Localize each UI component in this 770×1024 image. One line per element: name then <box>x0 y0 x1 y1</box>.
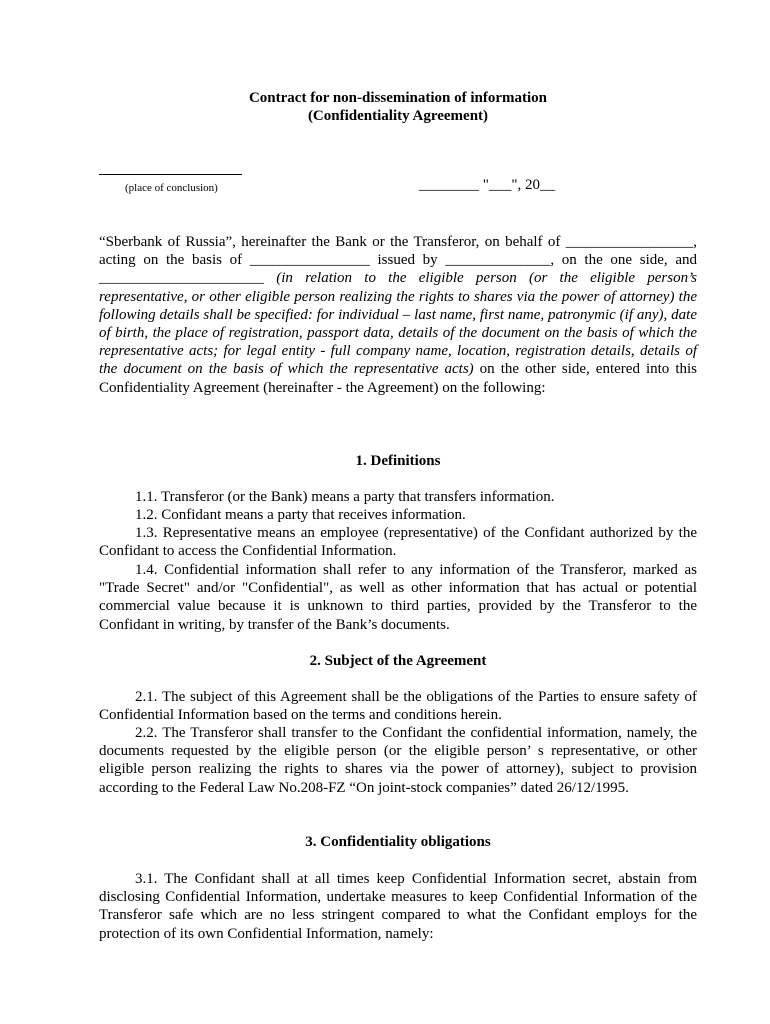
preamble-italic-details: (in relation to the eligible person (or the eligible person’s representative, or other eligible person realizing the rights to shares via the power of attorney) the following details shall be specified: for individual – last name, first name, patronymic (if any), date of birth, the place of registration, passport data, details of the document on the basis of which the representative acts; for legal entity - full company name, location, registration details, details of the document on the basis of which the representative acts) <box>99 270 698 378</box>
preamble-paragraph <box>99 233 697 397</box>
section-3-heading: 3. Confidentiality obligations <box>305 834 491 850</box>
clause-2-1: 2.1. The subject of this Agreement shall be the obligations of the Parties to ensure safety of Confidential Information based on the terms and conditions herein. <box>99 689 697 724</box>
place-of-conclusion-label: (place of conclusion) <box>125 182 218 194</box>
clause-2-2: 2.2. The Transferor shall transfer to the Confidant the confidential information, namely, the documents requested by the eligible person (or the eligible person’ s representative, or other eligible person realizing the rights to shares via the power of attorney), subject to provision according to the Federal Law No.208-FZ “On joint-stock companies” dated 26/12/1995. <box>99 725 697 796</box>
date-blank: ________ "___", 20__ <box>419 177 555 193</box>
document-title: Contract for non-dissemination of information <box>248 90 548 106</box>
document-subtitle: (Confidentiality Agreement) <box>307 108 489 124</box>
clause-1-3: 1.3. Representative means an employee (representative) of the Confidant authorized by the Confidant to access the Confidential Information. <box>99 525 697 560</box>
clause-1-4: 1.4. Confidential information shall refer to any information of the Transferor, marked as "Trade Secret" and/or "Confidential", as well as other information that has actual or potential commercial value because it is unknown to third parties, provided by the Transferor to the Confidant in writing, by transfer of the Bank’s documents. <box>99 562 697 633</box>
place-of-conclusion-blank <box>99 164 242 175</box>
section-1-heading: 1. Definitions <box>355 453 441 469</box>
preamble-text: “Sberbank of Russia”, hereinafter the Bank or the Transferor, on behalf of _________________, acting on the basis of ________________ issued by ______________, on the one side, and ______________________ <box>99 234 697 287</box>
preamble-text-end: on the other side, entered into this Confidentiality Agreement (hereinafter - the Agreement) on the following: <box>99 361 697 396</box>
clause-1-2: 1.2. Confidant means a party that receives information. <box>135 507 466 523</box>
clause-3-1: 3.1. The Confidant shall at all times keep Confidential Information secret, abstain from disclosing Confidential Information, undertake measures to keep Confidential Information of the Transferor safe which are no less stringent compared to what the Confidant employs for the protection of its own Confidential Information, namely: <box>99 871 697 942</box>
section-2-heading: 2. Subject of the Agreement <box>309 653 487 669</box>
clause-1-1: 1.1. Transferor (or the Bank) means a party that transfers information. <box>135 489 555 505</box>
